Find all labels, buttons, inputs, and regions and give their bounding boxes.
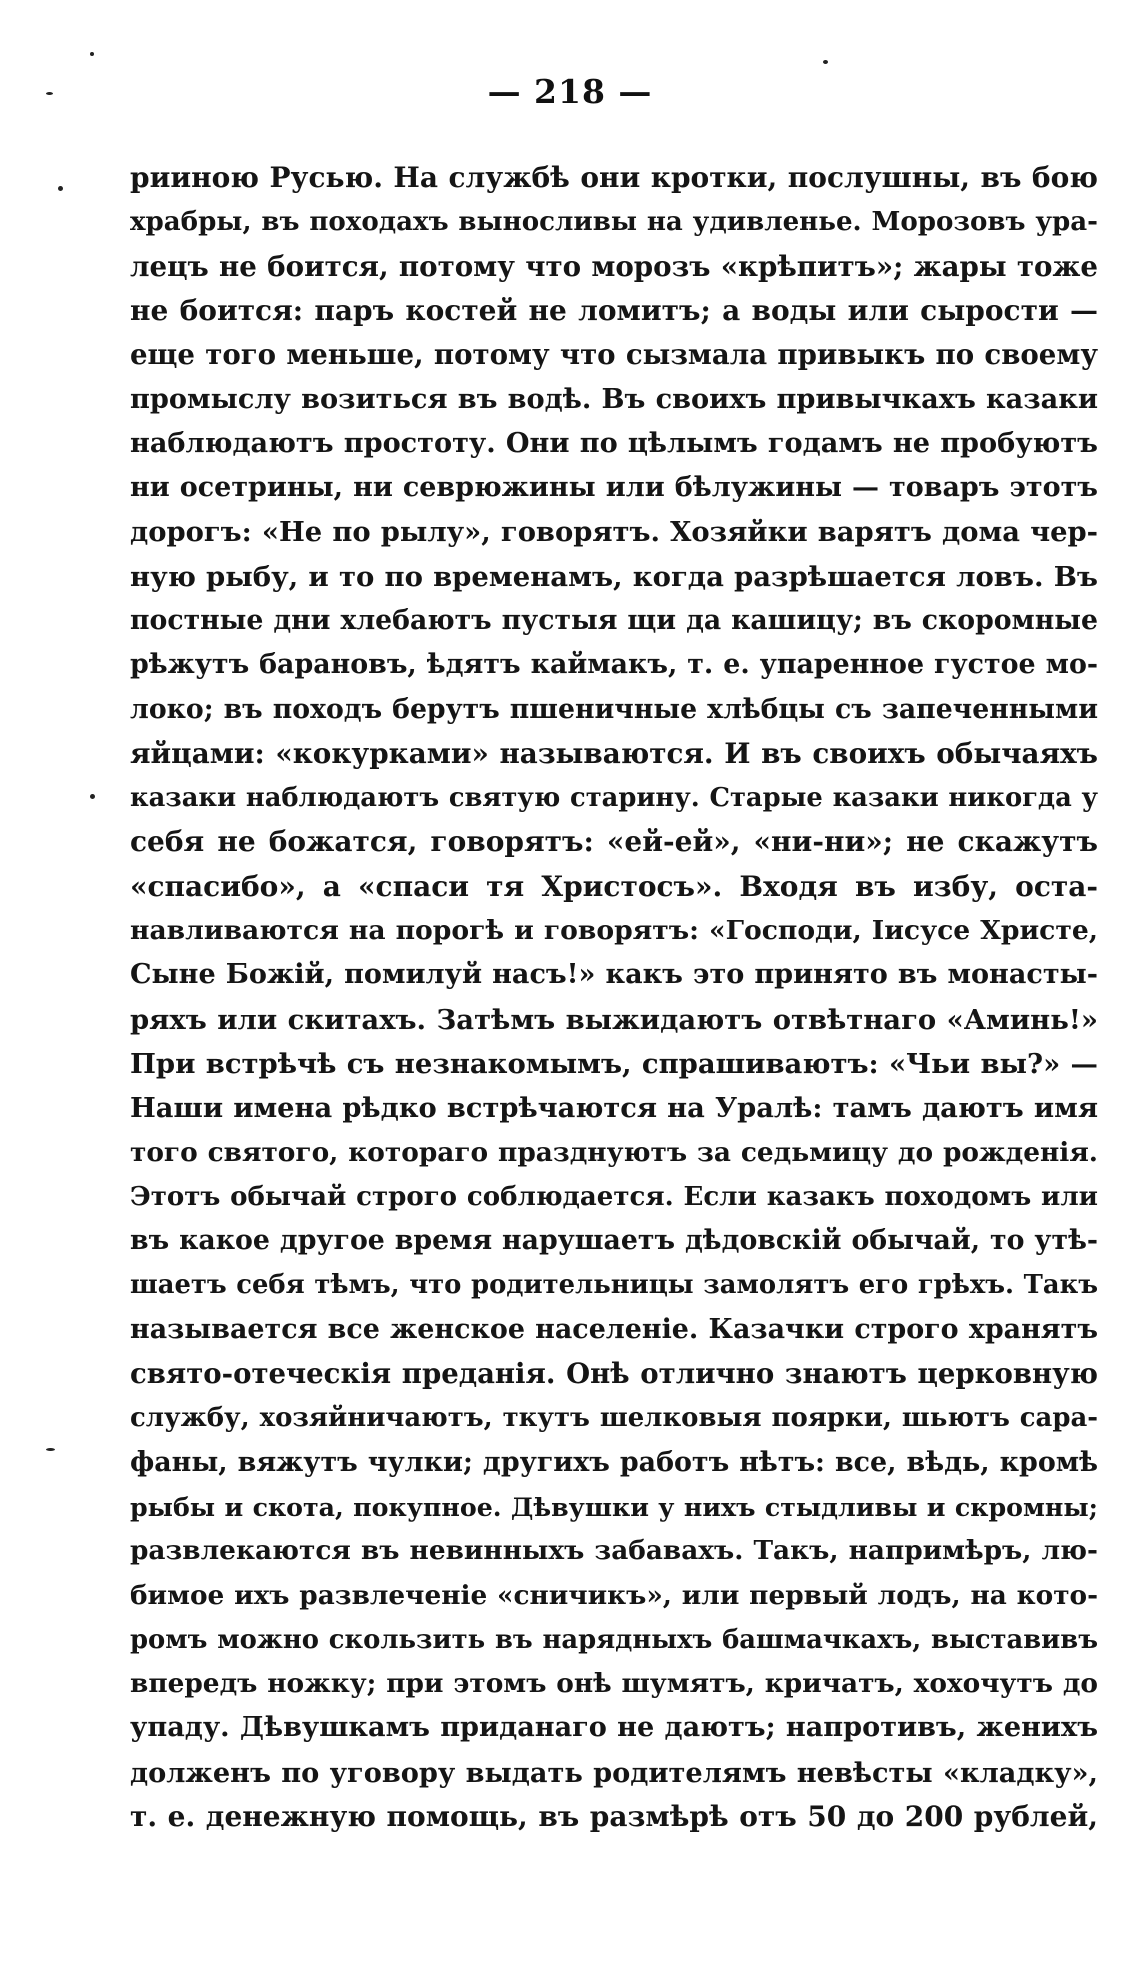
scan-speck bbox=[90, 794, 95, 799]
scan-speck bbox=[90, 52, 94, 56]
text-line: лецъ не боится, потому что морозъ «крѣпитъ»; жары тоже bbox=[130, 249, 1098, 283]
text-line: еще того меньше, потому что сызмала привыкъ по своему bbox=[130, 338, 1098, 372]
text-line: въ какое другое время нарушаетъ дѣдовскій обычай, то утѣ- bbox=[130, 1225, 1098, 1257]
text-line: рѣжутъ барановъ, ѣдятъ каймакъ, т. е. упаренное густое мо- bbox=[130, 649, 1098, 681]
text-line: шаетъ себя тѣмъ, что родительницы замолятъ его грѣхъ. Такъ bbox=[130, 1270, 1098, 1301]
text-line: рыбы и скота, покупное. Дѣвушки у нихъ стыдливы и скромны; bbox=[130, 1491, 1098, 1522]
text-line: развлекаются въ невинныхъ забавахъ. Такъ, напримѣръ, лю- bbox=[130, 1535, 1098, 1567]
text-line: яйцами: «кокурками» называются. И въ своихъ обычаяхъ bbox=[130, 736, 1098, 770]
text-line: навливаются на порогѣ и говорятъ: «Господи, Іисусе Христе, bbox=[130, 915, 1098, 947]
text-line: службу, хозяйничаютъ, ткутъ шелковыя поярки, шьютъ сара- bbox=[130, 1403, 1098, 1434]
text-line: фаны, вяжутъ чулки; другихъ работъ нѣтъ: все, вѣдь, кромѣ bbox=[130, 1446, 1098, 1478]
text-line: Наши имена рѣдко встрѣчаются на Уралѣ: тамъ даютъ имя bbox=[130, 1092, 1098, 1125]
text-line: упаду. Дѣвушкамъ приданаго не даютъ; напротивъ, женихъ bbox=[130, 1712, 1098, 1744]
scan-speck bbox=[46, 92, 53, 95]
text-line: Этотъ обычай строго соблюдается. Если казакъ походомъ или bbox=[130, 1181, 1098, 1212]
text-line: называется все женское населеніе. Казачки строго хранятъ bbox=[130, 1313, 1098, 1345]
scan-speck bbox=[46, 1448, 55, 1451]
text-line: ни осетрины, ни севрюжины или бѣлужины — товаръ этотъ bbox=[130, 472, 1098, 504]
text-line: т. е. денежную помощь, въ размѣрѣ отъ 50 до 200 рублей, bbox=[130, 1799, 1098, 1833]
page-number: — 218 — bbox=[487, 72, 653, 111]
text-line: рииною Русью. На службѣ они кротки, послушны, въ бою bbox=[130, 161, 1098, 194]
text-line: впередъ ножку; при этомъ онѣ шумятъ, кричатъ, хохочутъ до bbox=[130, 1668, 1098, 1700]
text-line: ромъ можно скользить въ нарядныхъ башмачкахъ, выставивъ bbox=[130, 1624, 1098, 1655]
text-line: наблюдаютъ простоту. Они по цѣлымъ годамъ не пробуютъ bbox=[130, 427, 1098, 459]
text-line: ряхъ или скитахъ. Затѣмъ выжидаютъ отвѣтнаго «Аминь!» bbox=[130, 1003, 1098, 1036]
text-line: При встрѣчѣ съ незнакомымъ, спрашиваютъ: «Чьи вы?» — bbox=[130, 1047, 1098, 1080]
text-line: «спасибо», а «спаси тя Христосъ». Входя въ избу, оста- bbox=[130, 869, 1098, 903]
text-line: Сыне Божій, помилуй насъ!» какъ это принято въ монасты- bbox=[130, 959, 1098, 991]
text-line: дорогъ: «Не по рылу», говорятъ. Хозяйки варятъ дома чер- bbox=[130, 516, 1098, 549]
text-line: долженъ по уговору выдать родителямъ невѣсты «кладку», bbox=[130, 1756, 1098, 1789]
text-line: локо; въ походъ берутъ пшеничные хлѣбцы съ запеченными bbox=[130, 693, 1098, 725]
text-line: бимое ихъ развлеченіе «сничикъ», или первый лодъ, на кото- bbox=[130, 1579, 1098, 1611]
text-line: храбры, въ походахъ выносливы на удивленье. Морозовъ ура- bbox=[130, 207, 1098, 238]
text-line: себя не божатся, говорятъ: «ей-ей», «ни-ни»; не скажутъ bbox=[130, 825, 1098, 859]
text-line: постные дни хлебаютъ пустыя щи да кашицу; въ скоромные bbox=[130, 604, 1098, 636]
text-line: не боится: паръ костей не ломитъ; а воды или сырости — bbox=[130, 293, 1098, 327]
scan-speck bbox=[58, 186, 63, 191]
text-line: промыслу возиться въ водѣ. Въ своихъ привычкахъ казаки bbox=[130, 383, 1098, 416]
body-text bbox=[130, 156, 1098, 1839]
text-line: ную рыбу, и то по временамъ, когда разрѣшается ловъ. Въ bbox=[130, 560, 1098, 593]
text-line: того святого, котораго празднуютъ за седьмицу до рожденія. bbox=[130, 1136, 1098, 1168]
text-line: казаки наблюдаютъ святую старину. Старые казаки никогда у bbox=[130, 783, 1098, 814]
text-line: свято-отеческія преданія. Онѣ отлично знаютъ церковную bbox=[130, 1358, 1098, 1391]
scan-speck bbox=[823, 60, 828, 64]
